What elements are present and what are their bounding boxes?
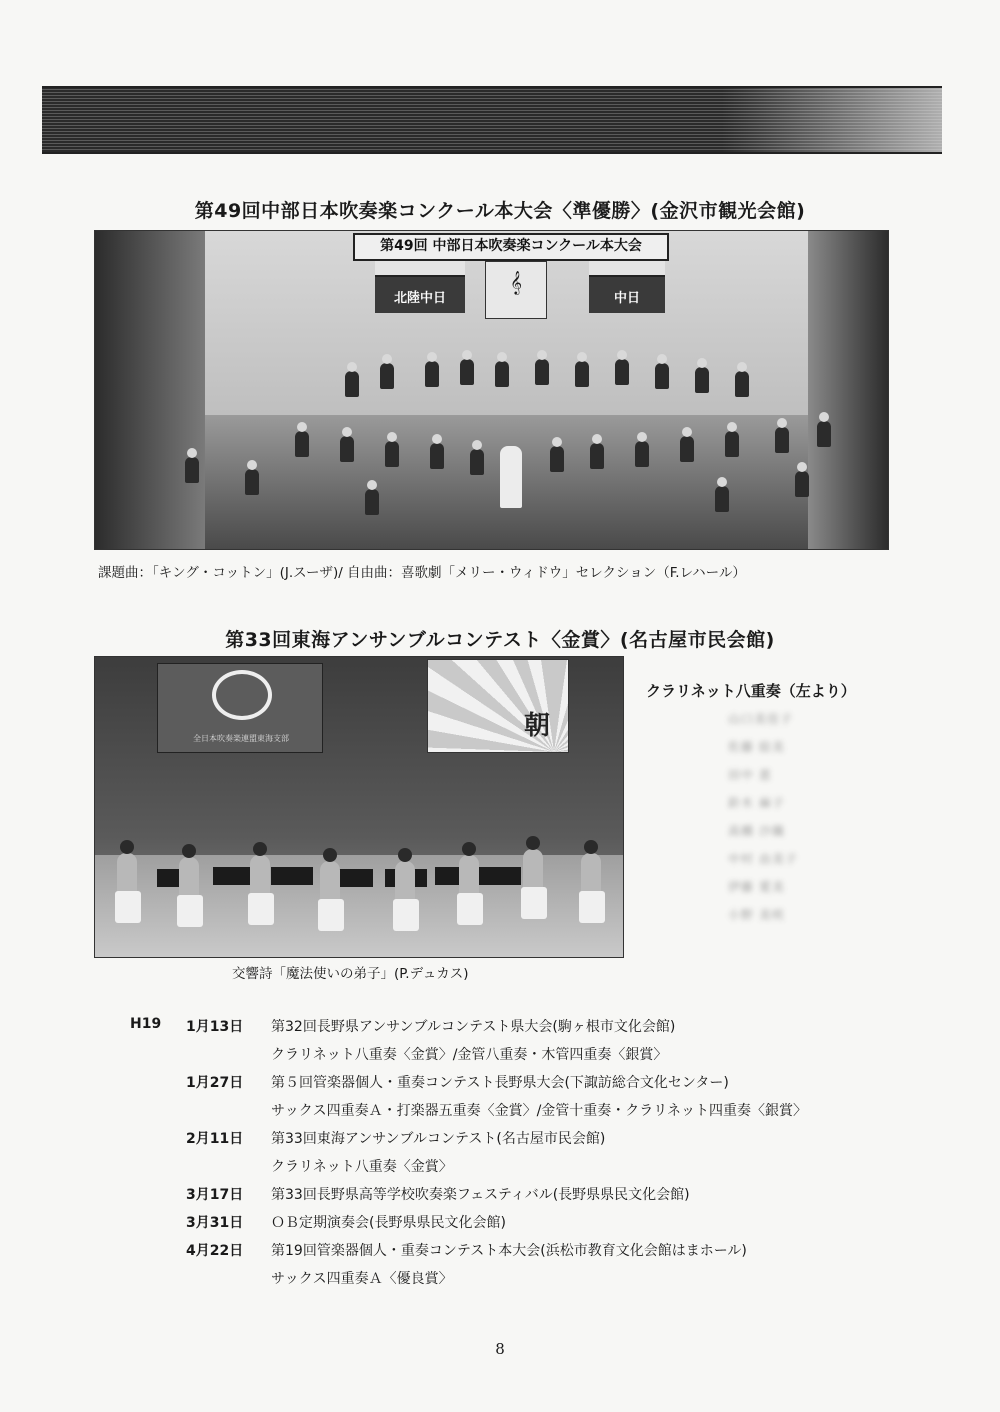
section2-title: 第33回東海アンサンブルコンテスト〈金賞〉(名古屋市民会館) (225, 629, 775, 651)
treble-clef-icon: 𝄞 (485, 261, 547, 319)
schedule-row: クラリネット八重奏〈金賞〉 (271, 1159, 453, 1175)
conductor-figure (500, 446, 522, 508)
list-item: 田中 恵 (728, 767, 772, 782)
page-number: 8 (495, 1340, 505, 1358)
schedule-row: 4月22日 第19回管楽器個人・重奏コンテスト本大会(浜松市教育文化会館はまホール) (186, 1243, 747, 1259)
photo-flag-right: 中日 (589, 261, 665, 313)
section2-caption: 交響詩「魔法使いの弟子」(P.デュカス) (232, 966, 469, 982)
schedule-row: サックス四重奏Ａ・打楽器五重奏〈金賞〉/金管十重奏・クラリネット四重奏〈銀賞〉 (271, 1103, 808, 1119)
header-decorative-band (42, 86, 942, 154)
schedule-row: 3月31日 ＯＢ定期演奏会(長野県県民文化会館) (186, 1215, 506, 1231)
section1-caption: 課題曲：「キング・コットン」(J.スーザ)/ 自由曲：喜歌劇「メリー・ウィドウ」セレクション（F.レハール） (98, 565, 746, 581)
photo-sunrise-flag: 朝 (427, 659, 569, 753)
list-item: 山口美佳子 (728, 711, 794, 726)
photo-stage-banner: 第49回 中部日本吹奏楽コンクール本大会 (353, 233, 669, 261)
list-item: 高橋 沙織 (728, 823, 785, 838)
ensemble-photo (94, 656, 624, 958)
schedule-row: 1月27日 第５回管楽器個人・重奏コンテスト長野県大会(下諏訪総合文化センター) (186, 1075, 729, 1091)
member-list (728, 704, 838, 928)
schedule-row: 2月11日 第33回東海アンサンブルコンテスト(名古屋市民会館) (186, 1131, 606, 1147)
schedule-row: 3月17日 第33回長野県高等学校吹奏楽フェスティバル(長野県県民文化会館) (186, 1187, 690, 1203)
list-item: 伊藤 愛美 (728, 879, 785, 894)
photo-federation-banner: 全日本吹奏楽連盟東海支部 (157, 663, 323, 753)
schedule-row: H19 1月13日 第32回長野県アンサンブルコンテスト県大会(駒ヶ根市文化会館) (130, 1016, 676, 1035)
list-item: 中村 由美子 (728, 851, 798, 866)
photo-flag-left: 北陸中日 (375, 261, 465, 313)
band-concert-photo (94, 230, 889, 550)
list-item: 小野 美咲 (728, 907, 785, 922)
members-heading: クラリネット八重奏（左より） (646, 682, 856, 700)
section1-title: 第49回中部日本吹奏楽コンクール本大会〈準優勝〉(金沢市観光会館) (194, 200, 806, 222)
schedule-row: サックス四重奏Ａ〈優良賞〉 (271, 1271, 453, 1287)
list-item: 佐藤 絵美 (728, 739, 785, 754)
schedule-row: クラリネット八重奏〈金賞〉/金管八重奏・木管四重奏〈銀賞〉 (271, 1047, 668, 1063)
list-item: 鈴木 麻子 (728, 795, 785, 810)
